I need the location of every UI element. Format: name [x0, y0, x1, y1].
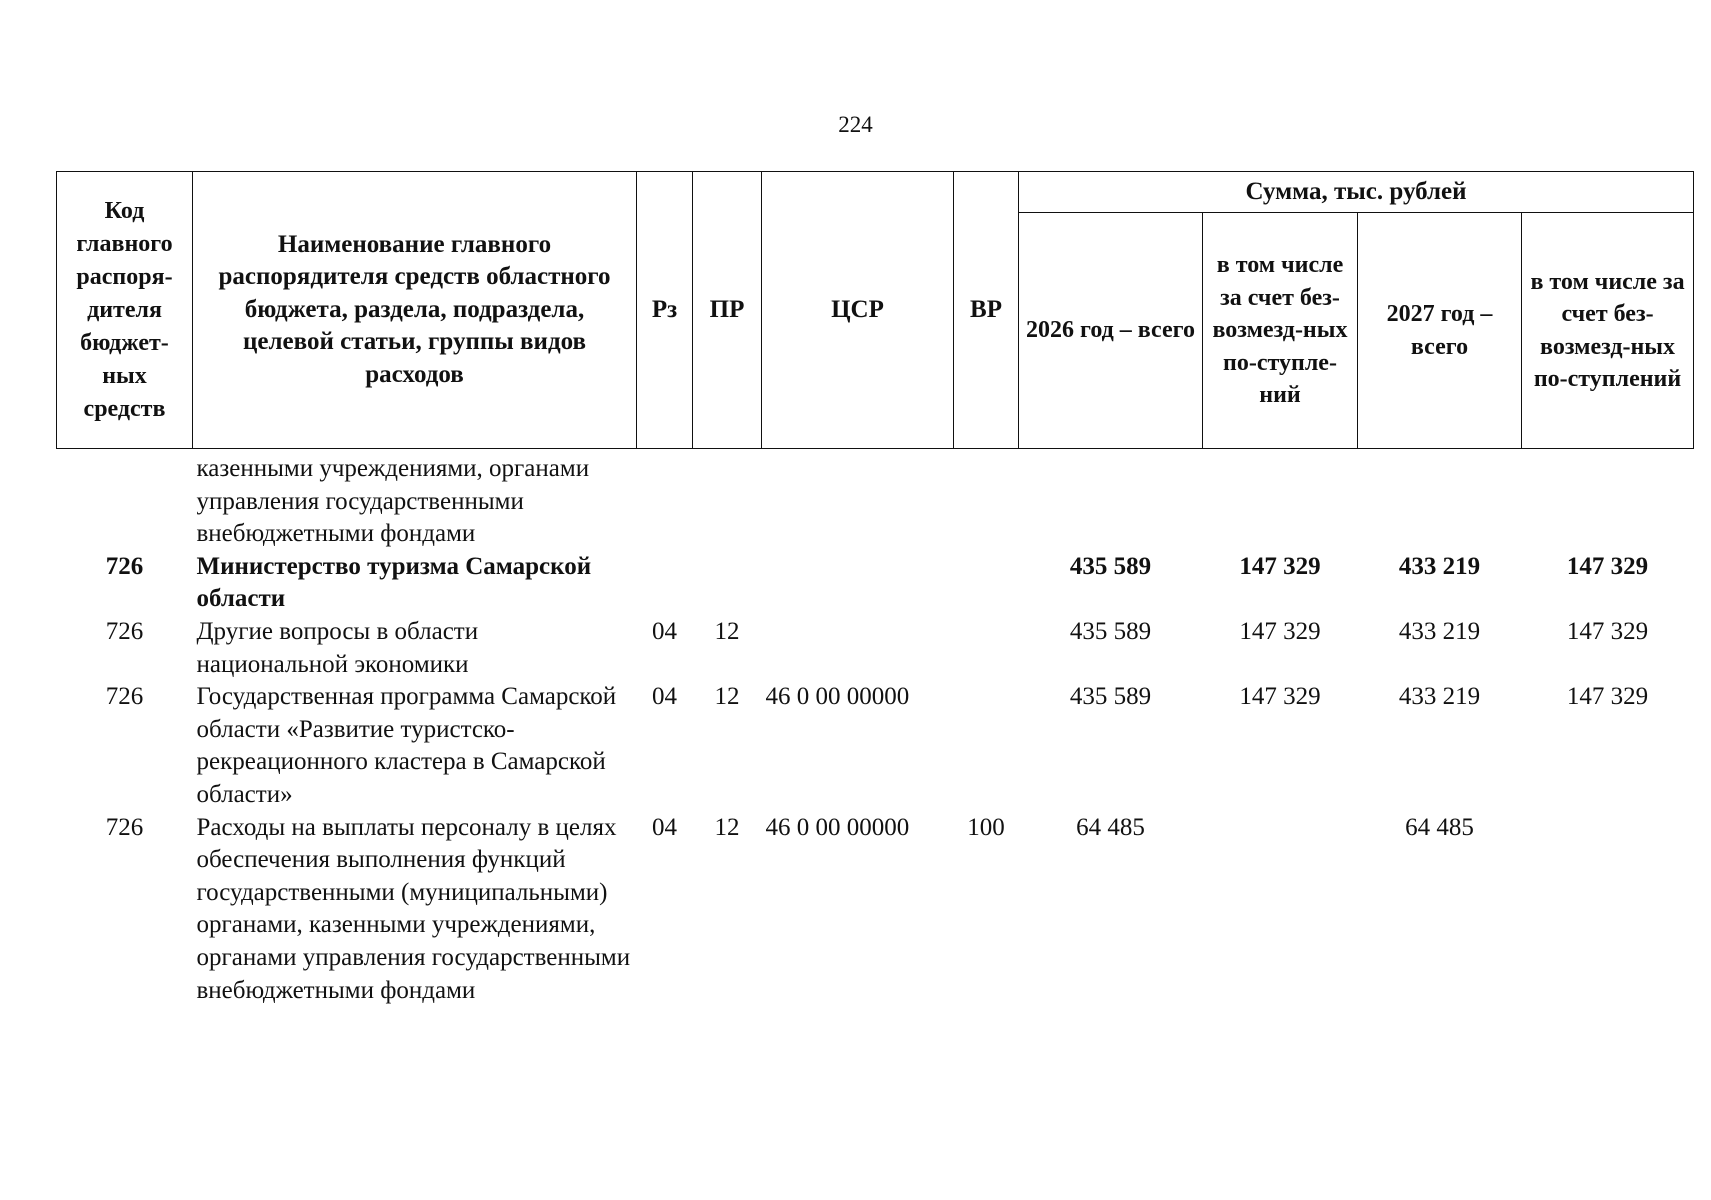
cell-2027-total: 433 219 — [1398, 617, 1481, 645]
cell-code: 726 — [105, 813, 144, 841]
cell-vr — [954, 616, 1019, 681]
cell-2026-total: 435 589 — [1069, 617, 1152, 645]
cell-rz — [637, 551, 693, 616]
cell-2026-free — [1203, 449, 1358, 551]
cell-2026-total: 435 589 — [1069, 552, 1152, 580]
header-vr: ВР — [954, 172, 1019, 449]
header-2027-free: в том числе за счет без-возмезд-ных по-ступлений — [1522, 213, 1694, 449]
cell-2026-free: 147 329 — [1239, 552, 1321, 580]
table-row — [57, 812, 1694, 1008]
cell-csr — [762, 616, 954, 681]
cell-pr: 12 — [714, 683, 740, 711]
table-row — [57, 616, 1694, 681]
cell-rz: 04 — [652, 813, 677, 841]
cell-csr: 46 0 00 00000 — [765, 813, 910, 841]
cell-csr — [762, 551, 954, 616]
table-row — [57, 449, 1694, 551]
header-code: Код главного распоря-дителя бюджет-ных средств — [57, 172, 193, 449]
cell-2027-free — [1522, 449, 1694, 551]
cell-code — [57, 449, 193, 551]
cell-pr — [693, 551, 762, 616]
cell-2027-total — [1358, 449, 1522, 551]
cell-rz: 04 — [652, 617, 677, 645]
header-2026-free: в том числе за счет без-возмезд-ных по-ступле-ний — [1203, 213, 1358, 449]
cell-2027-total: 433 219 — [1398, 552, 1481, 580]
page-number: 224 — [838, 112, 873, 137]
table-row — [57, 551, 1694, 616]
cell-rz: 04 — [652, 683, 677, 711]
cell-code: 726 — [105, 683, 144, 711]
cell-vr — [954, 681, 1019, 811]
cell-2026-free: 147 329 — [1239, 683, 1321, 711]
cell-2026-free — [1203, 812, 1358, 1008]
cell-2027-free: 147 329 — [1566, 683, 1649, 711]
cell-2027-free: 147 329 — [1566, 617, 1649, 645]
cell-vr — [954, 551, 1019, 616]
table-header — [57, 172, 1694, 449]
cell-name: Государственная программа Самарской области «Развитие туристско-рекреационного кластера в Самарской области» — [196, 683, 617, 808]
budget-table — [56, 171, 1694, 1007]
cell-2026-free: 147 329 — [1239, 617, 1321, 645]
cell-name: Расходы на выплаты персоналу в целях обеспечения выполнения функций государственными (муниципальными) органами, казенными учреждениями, органами управления государственными внебюджетными фондами — [196, 813, 631, 1004]
cell-code: 726 — [105, 552, 144, 580]
header-2027-total: 2027 год – всего — [1358, 213, 1522, 449]
cell-pr — [693, 449, 762, 551]
cell-csr: 46 0 00 00000 — [765, 683, 910, 711]
cell-2027-free — [1522, 812, 1694, 1008]
cell-code: 726 — [105, 617, 144, 645]
cell-2026-total: 435 589 — [1069, 683, 1152, 711]
cell-pr: 12 — [714, 813, 740, 841]
cell-name: казенными учреждениями, органами управления государственными внебюджетными фондами — [196, 455, 590, 548]
header-rz: Рз — [637, 172, 693, 449]
header-csr: ЦСР — [762, 172, 954, 449]
cell-rz — [637, 449, 693, 551]
header-sum-group: Сумма, тыс. рублей — [1019, 172, 1694, 213]
cell-name: Другие вопросы в области национальной экономики — [196, 617, 479, 678]
table-row — [57, 681, 1694, 811]
cell-vr — [954, 449, 1019, 551]
header-name: Наименование главного распорядителя средств областного бюджета, раздела, подраздела, целевой статьи, группы видов расходов — [193, 172, 637, 449]
cell-pr: 12 — [714, 617, 740, 645]
cell-2027-free: 147 329 — [1566, 552, 1649, 580]
cell-2026-total: 64 485 — [1076, 813, 1145, 841]
header-pr: ПР — [693, 172, 762, 449]
cell-2027-total: 433 219 — [1398, 683, 1481, 711]
cell-name: Министерство туризма Самарской области — [196, 552, 592, 613]
header-2026-total: 2026 год – всего — [1019, 213, 1203, 449]
cell-2026-total — [1019, 449, 1203, 551]
table-body — [57, 449, 1694, 1008]
cell-vr: 100 — [967, 813, 1005, 841]
cell-2027-total: 64 485 — [1405, 813, 1474, 841]
cell-csr — [762, 449, 954, 551]
